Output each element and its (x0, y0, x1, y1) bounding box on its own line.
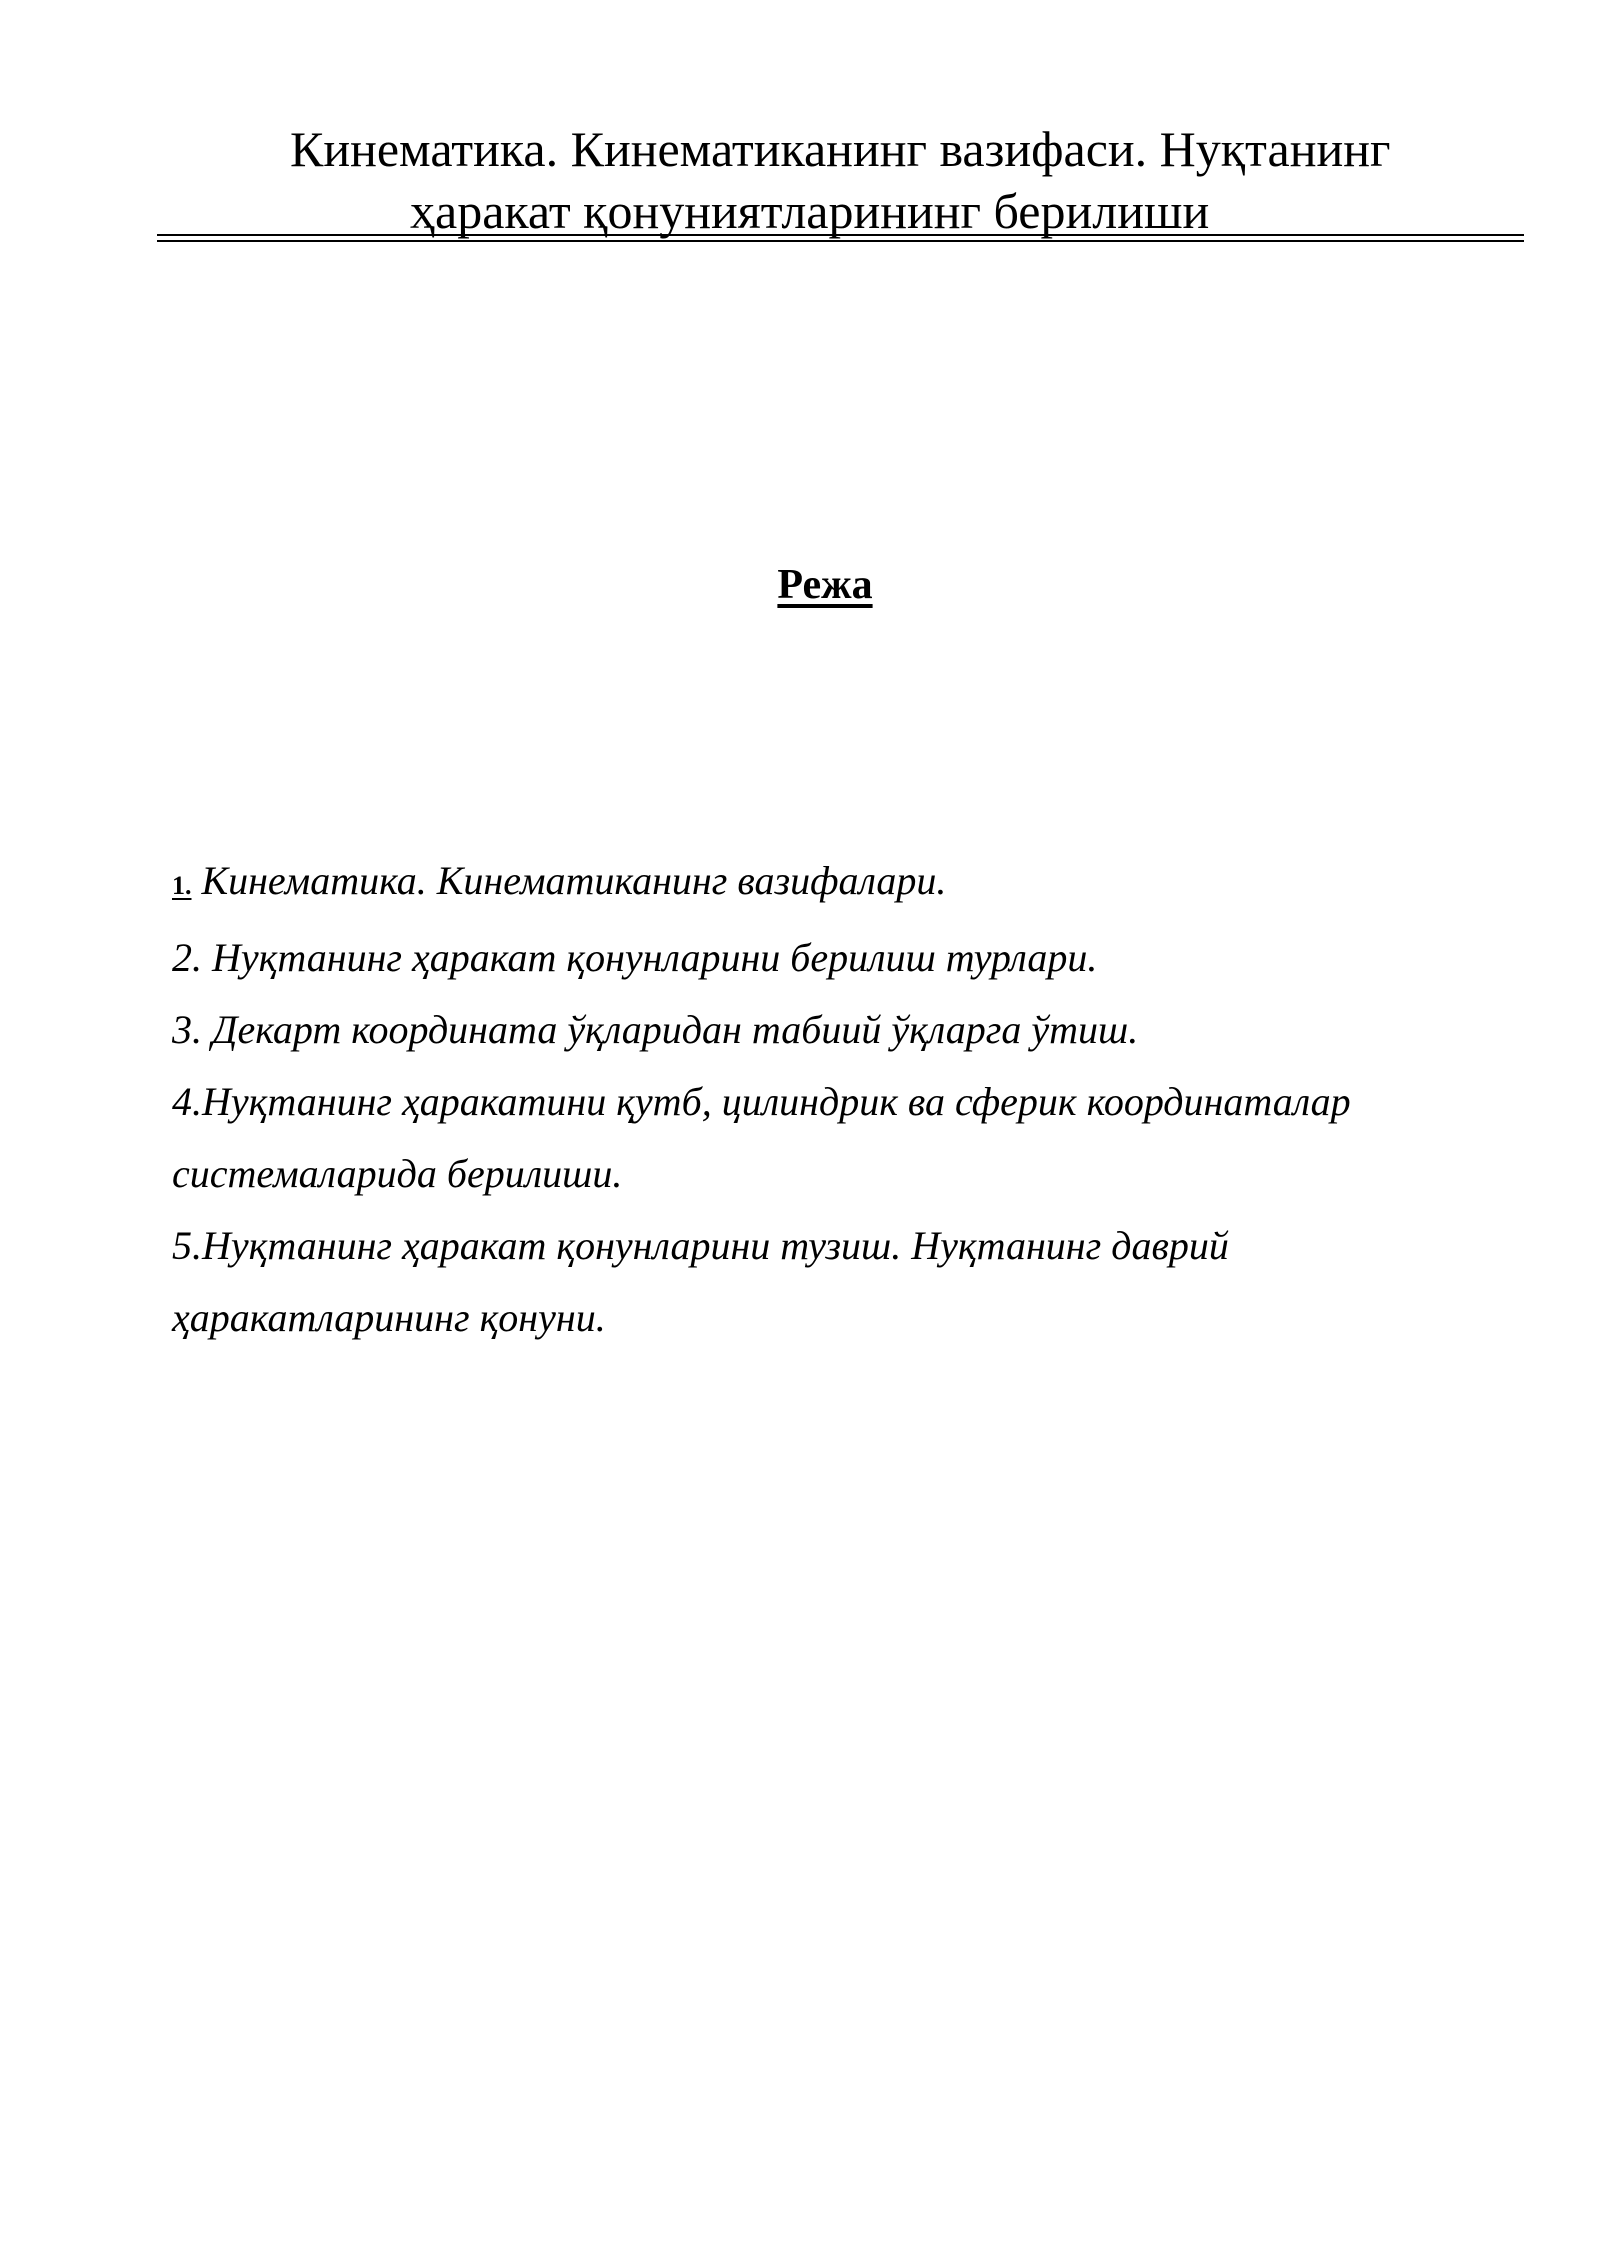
plan-item-5: 5.Нуқтанинг ҳаракат қонунларини тузиш. Нуқтанинг даврий (172, 1223, 1229, 1268)
document-title (290, 118, 1500, 242)
plan-list (172, 845, 1472, 1354)
plan-heading (0, 560, 1600, 610)
plan-item-1-text: Кинематика. Кинематиканинг вазифалари. (191, 858, 947, 903)
title-line-2: ҳаракат қонуниятларининг берилиши (410, 183, 1210, 239)
title-rule-bottom (157, 240, 1524, 242)
title-rule-top (157, 234, 1524, 236)
plan-item-4: 4.Нуқтанинг ҳаракатини қутб, цилиндрик ва сферик координаталар (172, 1079, 1351, 1124)
plan-item-2: 2. Нуқтанинг ҳаракат қонунларини берилиш турлари. (172, 935, 1098, 980)
plan-item-4-continued: системаларида берилиши. (172, 1151, 623, 1196)
title-line-1: Кинематика. Кинематиканинг вазифаси. Нуқтанинг (290, 121, 1391, 177)
plan-item-1 (172, 845, 1472, 922)
plan-item-3: 3. Декарт координата ўқларидан табиий ўқларга ўтиш. (172, 1007, 1139, 1052)
plan-item-5-continued: ҳаракатларининг қонуни. (172, 1295, 606, 1340)
plan-item-1-number: 1. (172, 871, 192, 900)
plan-heading-text: Режа (777, 562, 873, 608)
